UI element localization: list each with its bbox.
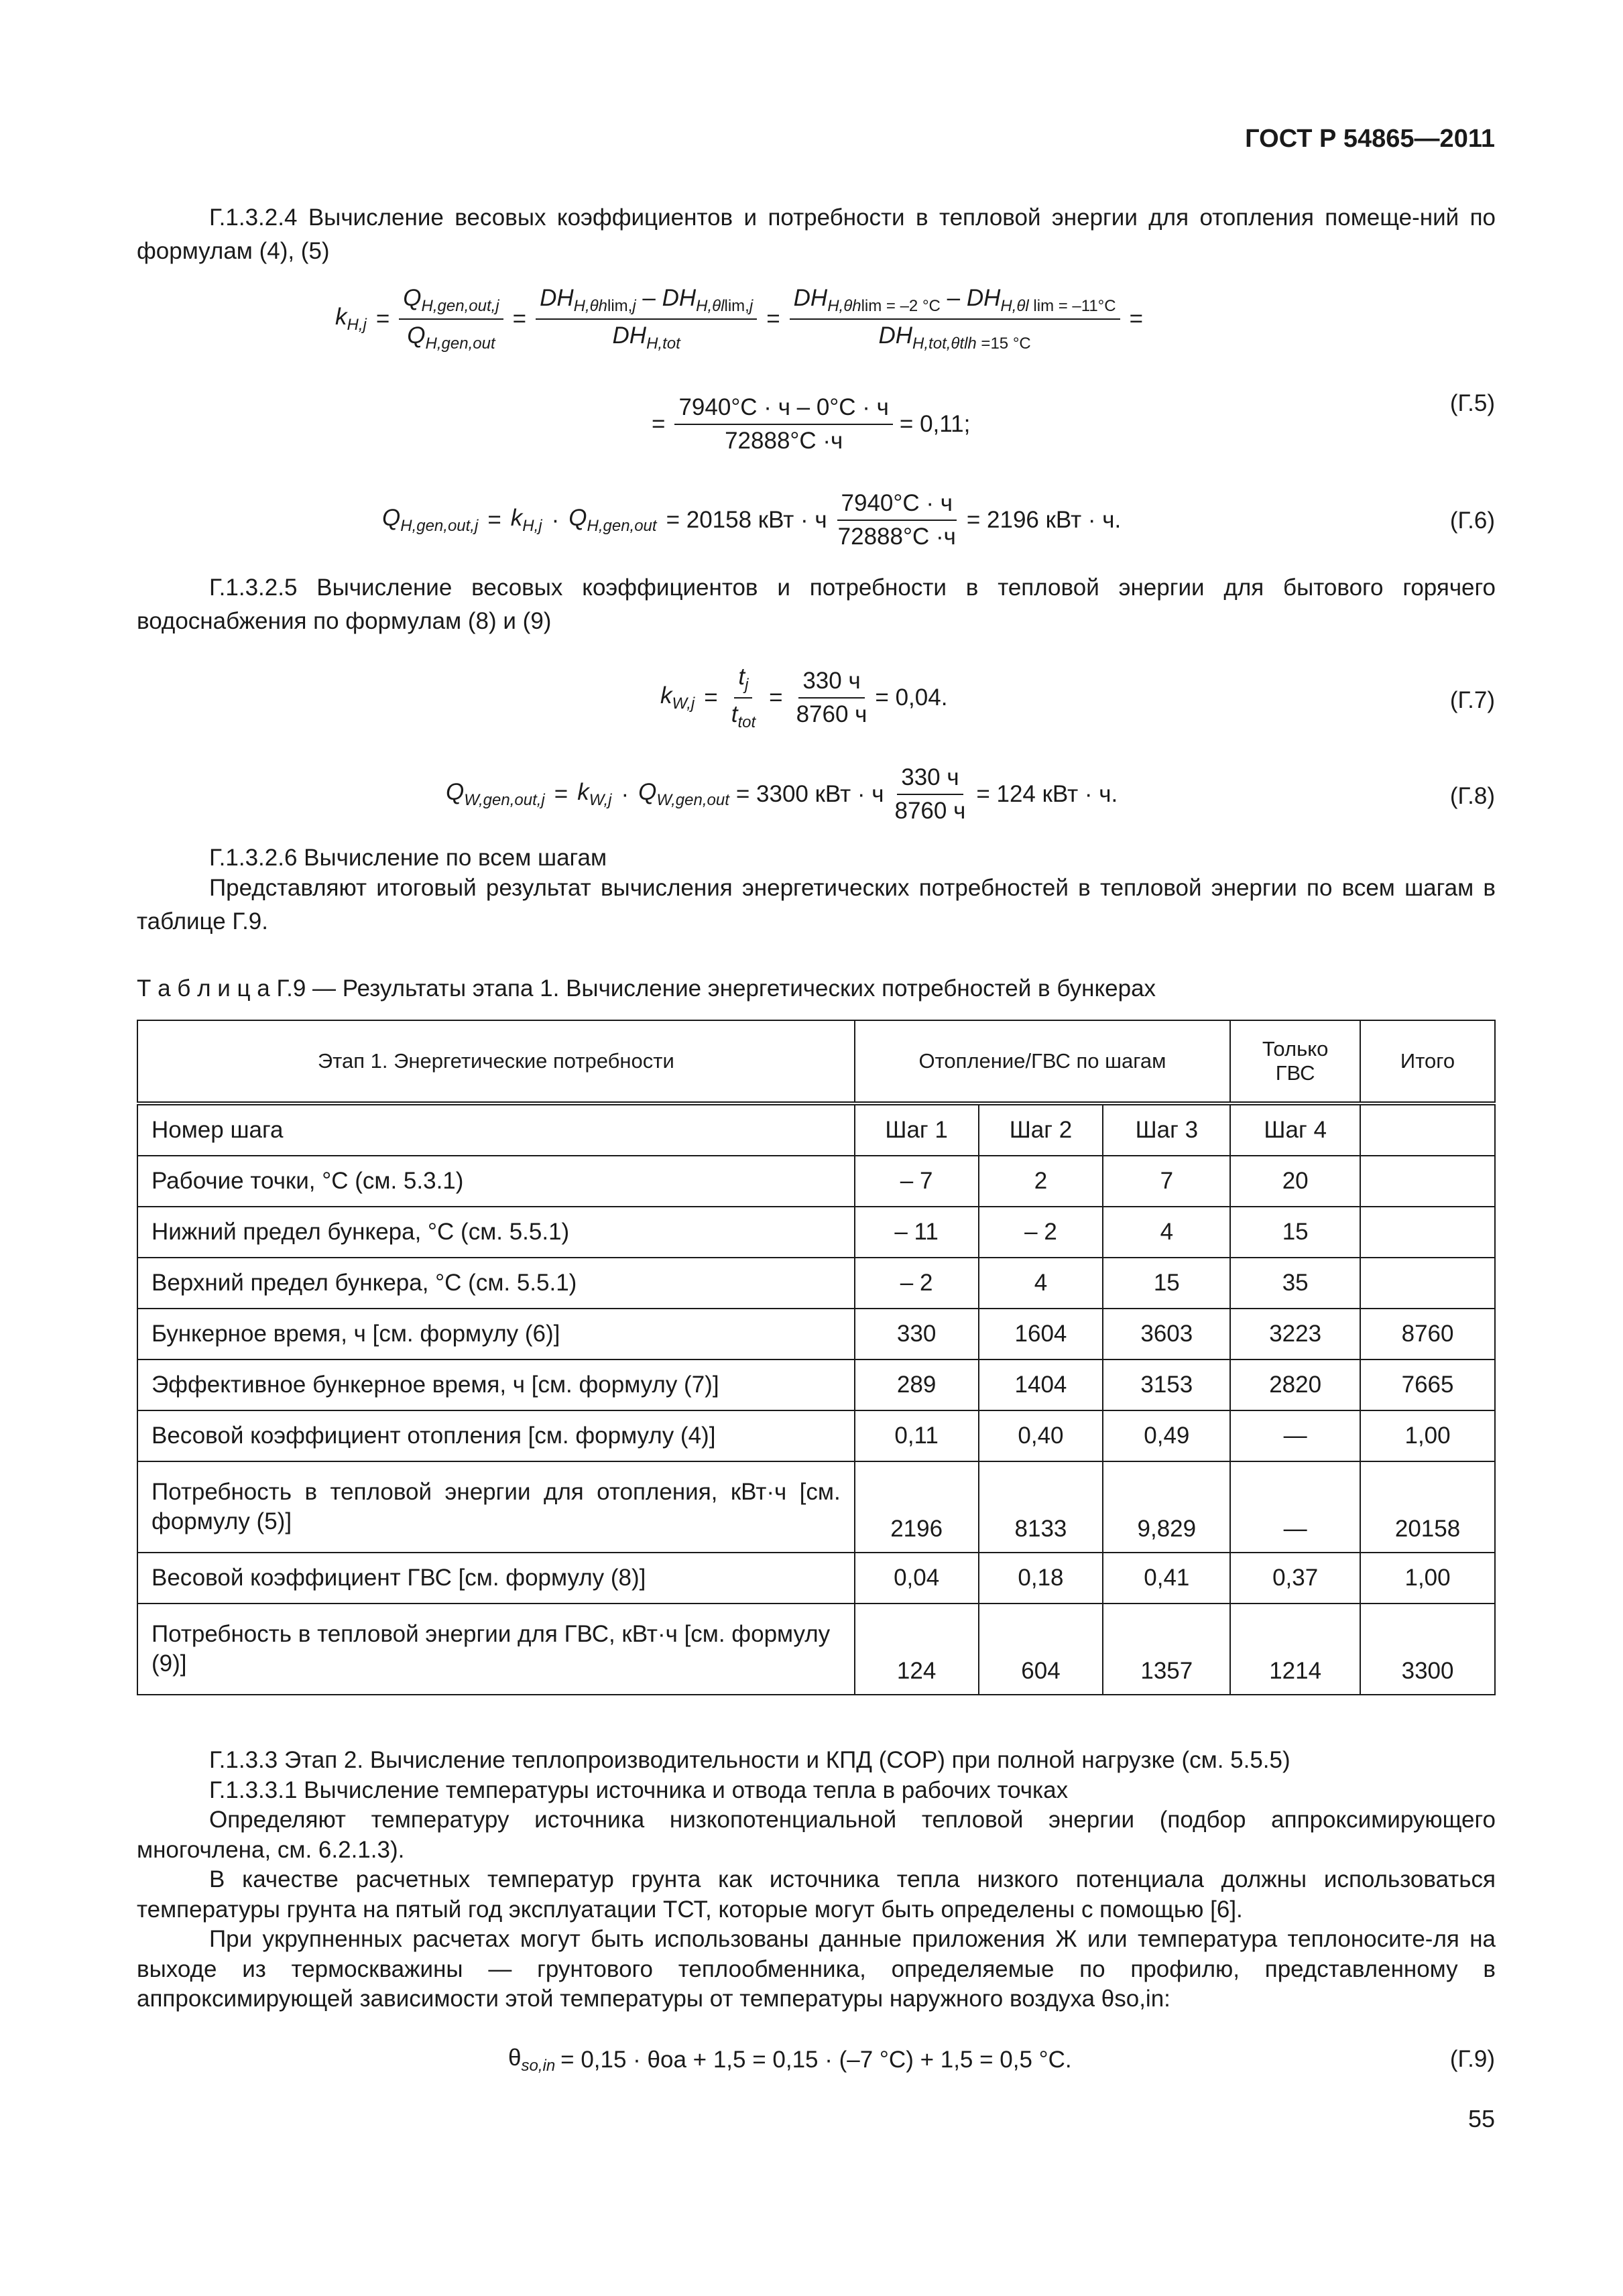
formula-g5-values: = $\frac{7940^\circ C \cdot ч - 0^\circ C \cdot ч}{72888^\circ C \cdot ч}$ = 0,11; <box>652 394 971 454</box>
section-title: Г.1.3.2.6 Вычисление по всем шагам <box>209 845 607 871</box>
table-cell: 7665 <box>1360 1360 1495 1410</box>
table-cell: – 7 <box>855 1156 979 1207</box>
table-cell: Шаг 2 <box>979 1103 1103 1156</box>
table-cell: – 11 <box>855 1207 979 1258</box>
table-cell: 330 <box>855 1309 979 1360</box>
table-cell-label: Верхний предел бункера, °С (см. 5.5.1) <box>137 1258 855 1309</box>
table-row <box>137 1461 1495 1553</box>
table-caption: Т а б л и ц а Г.9 — Результаты этапа 1. Вычисление энергетических потребностей в бункерах <box>137 975 1156 1002</box>
table-row <box>137 1360 1495 1410</box>
table-cell: 1604 <box>979 1309 1103 1360</box>
table-cell: 15 <box>1230 1207 1360 1258</box>
table-header-cell: Итого <box>1360 1020 1495 1103</box>
equation-number-g5: (Г.5) <box>1449 390 1495 416</box>
table-cell <box>1360 1156 1495 1207</box>
equation-number-g6: (Г.6) <box>1449 507 1495 534</box>
table-cell: 1404 <box>979 1360 1103 1410</box>
table-cell-label: Весовой коэффициент отопления [см. формулу (4)] <box>137 1410 855 1461</box>
table-header-row <box>137 1020 1495 1103</box>
table-cell-label: Нижний предел бункера, °С (см. 5.5.1) <box>137 1207 855 1258</box>
table-cell: 3603 <box>1103 1309 1230 1360</box>
formula-g7: $k_{W,j}$ = $\frac{t_j}{t_{tot}}$ = $\frac{330 ч}{8760 ч}$ = 0,04. <box>660 664 948 731</box>
table-cell: 0,40 <box>979 1410 1103 1461</box>
table-cell-label: Потребность в тепловой энергии для отопления, кВт·ч [см. формулу (5)] <box>137 1461 855 1553</box>
table-header-cell: Этап 1. Энергетические потребности <box>137 1020 855 1103</box>
table-row <box>137 1207 1495 1258</box>
page-number: 55 <box>1467 2105 1495 2132</box>
table-cell: 9,829 <box>1103 1461 1230 1553</box>
table-cell: Шаг 3 <box>1103 1103 1230 1156</box>
table-row <box>137 1410 1495 1461</box>
table-cell: 4 <box>979 1258 1103 1309</box>
section-paragraph: Определяют температуру источника низкопотенциальной тепловой энергии (подбор аппроксимирующего многочлена, см. 6.2.1.3). <box>137 1807 1496 1863</box>
table-cell: – 2 <box>855 1258 979 1309</box>
table-cell: 7 <box>1103 1156 1230 1207</box>
table-cell-label: Номер шага <box>137 1103 855 1156</box>
table-cell: — <box>1230 1410 1360 1461</box>
table-cell: 604 <box>979 1604 1103 1695</box>
table-cell: 0,11 <box>855 1410 979 1461</box>
section-paragraph: В качестве расчетных температур грунта как источника тепла низкого потенциала должны использоваться температуры грунта на пятый год эксплуатации ТСТ, которые могут быть определены с помощью [6]. <box>137 1866 1496 1923</box>
table-cell: 35 <box>1230 1258 1360 1309</box>
table-cell: 124 <box>855 1604 979 1695</box>
table-header-cell: Отопление/ГВС по шагам <box>855 1020 1231 1103</box>
section-paragraph: Представляют итоговый результат вычисления энергетических потребностей в тепловой энергии по всем шагам в таблице Г.9. <box>137 875 1496 934</box>
table-cell-label: Весовой коэффициент ГВС [см. формулу (8)] <box>137 1553 855 1604</box>
table-cell: – 2 <box>979 1207 1103 1258</box>
standard-header: ГОСТ Р 54865—2011 <box>1245 125 1495 153</box>
results-table <box>137 1020 1496 1695</box>
table-row <box>137 1258 1495 1309</box>
table-cell: 1,00 <box>1360 1553 1495 1604</box>
table-cell-label: Потребность в тепловой энергии для ГВС, кВт·ч [см. формулу (9)] <box>137 1604 855 1695</box>
formula-g5-definition: $k_{H,j}$ = $\frac{Q_{H,gen,out,j}}{Q_{H,gen,out}}$ = $\frac{DH_{H,\theta hlim,j} - DH_{H,\theta llim,j}}{DH_{H,tot}}$ = $\frac{DH_{H,\theta hlim = -2 ^\circ C} - DH_{H,\theta l lim = -11^\circ C}}{DH_{H,tot,\theta tlh =15 ^\circ C}}$ = <box>335 285 1144 353</box>
table-cell: 1357 <box>1103 1604 1230 1695</box>
body-text <box>137 1746 1496 2014</box>
table-row <box>137 1103 1495 1156</box>
equation-number-g9: (Г.9) <box>1449 2046 1495 2072</box>
table-cell: 2 <box>979 1156 1103 1207</box>
table-cell: 3153 <box>1103 1360 1230 1410</box>
equation-number-g7: (Г.7) <box>1449 687 1495 713</box>
table-cell: 0,37 <box>1230 1553 1360 1604</box>
table-cell <box>1360 1258 1495 1309</box>
section-paragraph: При укрупненных расчетах могут быть использованы данные приложения Ж или температура теплоносите-ля на выходе из термоскважины — грунтового теплообменника, определяемые по профилю, представленному в аппроксимирующей зависимости этой температуры от температуры наружного воздуха θso,in: <box>137 1926 1496 2012</box>
table-cell: 8760 <box>1360 1309 1495 1360</box>
table-cell-label: Эффективное бункерное время, ч [см. формулу (7)] <box>137 1360 855 1410</box>
table-cell: 3223 <box>1230 1309 1360 1360</box>
section-paragraph: Г.1.3.2.5 Вычисление весовых коэффициентов и потребности в тепловой энергии для бытового горячего водоснабжения по формулам (8) и (9) <box>137 575 1496 634</box>
section-paragraph: Г.1.3.3 Этап 2. Вычисление теплопроизводительности и КПД (COP) при полной нагрузке (см. 5.5.5) <box>209 1747 1290 1773</box>
formula-g6: $Q_{H,gen,out,j}$ = $k_{H,j}$ · $Q_{H,gen,out}$ = 20158 кВт · ч $\frac{7940^\circ C \cdot ч}{72888^\circ C \cdot ч}$ = 2196 кВт · ч. <box>382 490 1122 550</box>
table-cell: 3300 <box>1360 1604 1495 1695</box>
formula-g8: $Q_{W,gen,out,j}$ = $k_{W,j}$ · $Q_{W,gen,out}$ = 3300 кВт · ч $\frac{330 ч}{8760 ч}$ = 124 кВт · ч. <box>446 764 1118 824</box>
table-cell: 2820 <box>1230 1360 1360 1410</box>
table-row <box>137 1309 1495 1360</box>
table-cell: 1214 <box>1230 1604 1360 1695</box>
table-cell <box>1360 1103 1495 1156</box>
equation-number-g8: (Г.8) <box>1449 783 1495 809</box>
table-cell: Шаг 4 <box>1230 1103 1360 1156</box>
table-cell: Шаг 1 <box>855 1103 979 1156</box>
table-cell: 0,49 <box>1103 1410 1230 1461</box>
table-cell <box>1360 1207 1495 1258</box>
table-cell: 15 <box>1103 1258 1230 1309</box>
table-row <box>137 1553 1495 1604</box>
section-paragraph: Г.1.3.2.4 Вычисление весовых коэффициентов и потребности в тепловой энергии для отопления помеще-ний по формулам (4), (5) <box>137 204 1496 264</box>
formula-g9: $\theta_{so,in}$ = 0,15 · θoa + 1,5 = 0,15 · (–7 °С) + 1,5 = 0,5 °С. <box>508 2045 1072 2075</box>
table-cell: 1,00 <box>1360 1410 1495 1461</box>
table-cell: 0,04 <box>855 1553 979 1604</box>
table-header-cell: Только ГВС <box>1230 1020 1360 1103</box>
section-paragraph: Г.1.3.3.1 Вычисление температуры источника и отвода тепла в рабочих точках <box>209 1776 1069 1803</box>
table-cell: 20 <box>1230 1156 1360 1207</box>
table-cell: — <box>1230 1461 1360 1553</box>
table-cell-label: Бункерное время, ч [см. формулу (6)] <box>137 1309 855 1360</box>
table-cell: 0,41 <box>1103 1553 1230 1604</box>
table-row <box>137 1604 1495 1695</box>
table-cell-label: Рабочие точки, °С (см. 5.3.1) <box>137 1156 855 1207</box>
table-cell: 289 <box>855 1360 979 1410</box>
table-cell: 0,18 <box>979 1553 1103 1604</box>
table-cell: 20158 <box>1360 1461 1495 1553</box>
table-cell: 2196 <box>855 1461 979 1553</box>
table-row <box>137 1156 1495 1207</box>
table-cell: 8133 <box>979 1461 1103 1553</box>
table-cell: 4 <box>1103 1207 1230 1258</box>
